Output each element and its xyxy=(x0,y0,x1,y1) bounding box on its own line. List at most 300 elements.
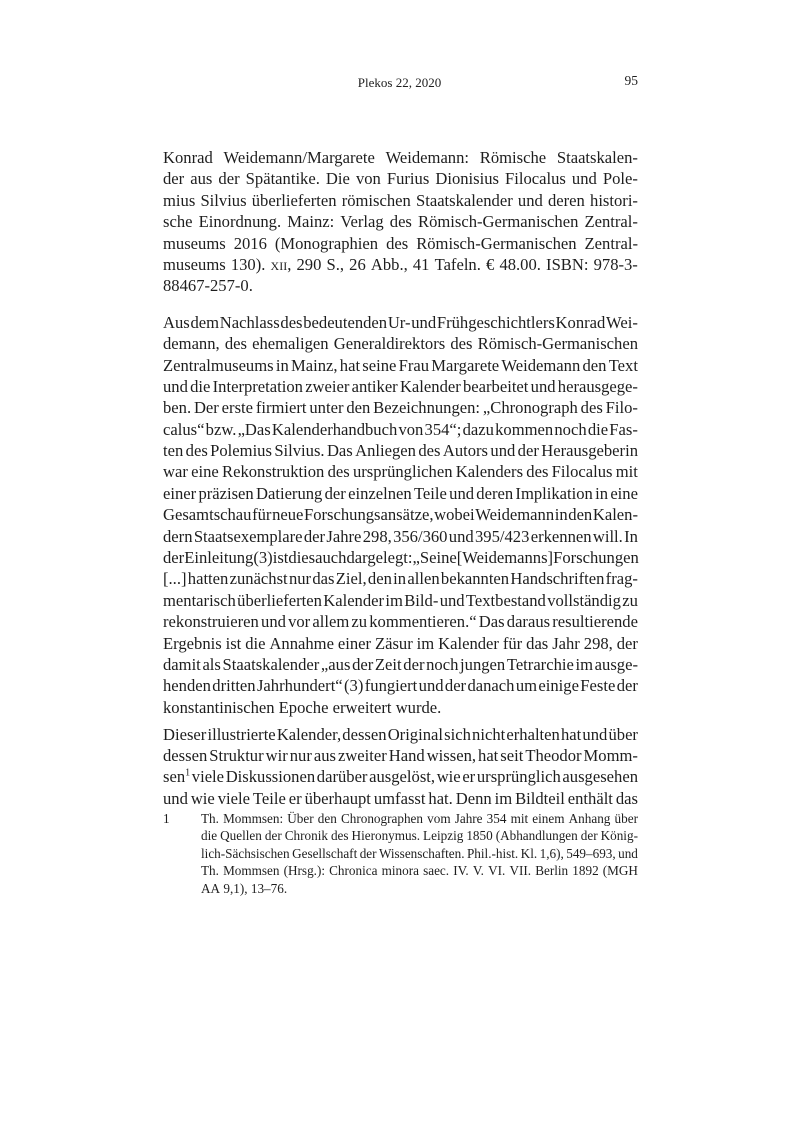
word: der xyxy=(444,676,467,696)
footnote-number: 1 xyxy=(163,811,170,826)
word: 130). xyxy=(230,254,266,274)
word: das xyxy=(615,788,638,808)
word: und xyxy=(618,845,638,861)
word: Einleitung xyxy=(184,548,254,568)
word: Ziel, xyxy=(335,569,367,589)
word: des xyxy=(389,212,412,232)
word: ben. xyxy=(163,398,192,418)
word: König- xyxy=(600,828,638,844)
word: Das xyxy=(478,612,505,632)
word: Kalenderhandbuch xyxy=(271,419,398,439)
word: [...] xyxy=(163,569,187,589)
text-line xyxy=(163,526,638,547)
word: Fas- xyxy=(609,419,638,439)
paragraph-1 xyxy=(163,312,638,718)
word: ursprünglich xyxy=(476,767,561,787)
word: Implikation xyxy=(515,483,593,503)
word: [Weidemanns] xyxy=(456,548,554,568)
footnote-line xyxy=(201,827,638,844)
word: deren xyxy=(547,190,585,210)
word: das xyxy=(526,633,549,653)
word: bzw. xyxy=(205,419,237,439)
word: antiker xyxy=(351,376,398,396)
word: Jahr xyxy=(552,633,580,653)
word: AA xyxy=(201,880,221,896)
text-line xyxy=(163,745,638,766)
word: für xyxy=(502,633,523,653)
word: überlieferten xyxy=(251,190,337,210)
word: Rekonstruktion xyxy=(222,462,325,482)
word: Weidemann xyxy=(475,505,555,525)
word: Der xyxy=(193,398,219,418)
footnote-line xyxy=(201,810,638,827)
word: und xyxy=(411,312,437,332)
word: Kalen- xyxy=(592,505,638,525)
word: zweier xyxy=(305,376,350,396)
word: Weidemann: xyxy=(385,148,470,167)
text-line xyxy=(163,376,638,397)
text-line xyxy=(163,312,638,333)
word: 1892 xyxy=(572,863,599,879)
word: in xyxy=(393,569,407,589)
word: deren xyxy=(476,483,514,503)
word: Interpretation xyxy=(212,376,303,396)
word: Kalender xyxy=(323,590,385,610)
word: Silvius. xyxy=(274,441,325,461)
word: Mainz: xyxy=(287,212,335,232)
word: Das xyxy=(326,441,353,461)
word: illustrierte xyxy=(207,724,276,744)
word: Hand xyxy=(388,746,425,766)
word: Aus xyxy=(163,312,190,332)
word: Herausgeberin xyxy=(541,441,638,461)
text-line xyxy=(163,168,638,189)
word: Datierung xyxy=(256,483,323,503)
word: fungiert xyxy=(364,676,418,696)
word: Kl. xyxy=(520,845,538,861)
word: Kalender, xyxy=(276,724,342,744)
word: Diskussionen xyxy=(225,767,316,787)
word: Spätantike. xyxy=(245,169,320,189)
word: Denn xyxy=(455,788,492,808)
word: Weidemann/Margarete xyxy=(223,148,375,167)
footnote-line xyxy=(201,845,638,862)
word: wurde. xyxy=(395,697,442,717)
word: in xyxy=(275,355,289,375)
word: (MGH xyxy=(602,863,638,879)
word: hat xyxy=(478,746,499,766)
text-line xyxy=(163,654,638,675)
word: in xyxy=(554,505,568,525)
word: Text xyxy=(608,355,638,375)
word: ursprünglichen xyxy=(352,462,453,482)
word: der xyxy=(324,483,346,503)
word: ausgelöst, xyxy=(369,767,436,787)
word: Th. xyxy=(201,863,219,879)
word: des xyxy=(280,312,303,332)
word: Frühgeschichtlers xyxy=(436,312,555,332)
word: (3) xyxy=(344,676,364,696)
word: Verlag xyxy=(340,212,384,232)
word: Hieronymus. xyxy=(351,828,421,844)
word: die xyxy=(201,828,218,844)
word: Teile xyxy=(413,483,447,503)
text-line xyxy=(163,483,638,504)
word: zu xyxy=(622,590,638,610)
text-line xyxy=(163,461,638,482)
word: des xyxy=(450,334,473,354)
word: „Seine xyxy=(412,548,457,568)
word: Textbestand xyxy=(465,590,546,610)
word: Tafeln. xyxy=(434,254,481,274)
word: dern xyxy=(163,526,193,546)
word: des xyxy=(224,334,247,354)
word: Kalender xyxy=(399,376,461,396)
word: der xyxy=(303,526,326,546)
word: Jahrhundert“ xyxy=(256,676,343,696)
word: seit xyxy=(500,746,524,766)
word: Zentral- xyxy=(584,212,638,232)
word: ist xyxy=(225,633,242,653)
word: 26 xyxy=(349,254,366,274)
word: und xyxy=(490,441,516,461)
word: und xyxy=(530,376,556,396)
paragraph-2 xyxy=(163,724,638,810)
word: des xyxy=(330,828,349,844)
word: die xyxy=(190,376,211,396)
word: Staatskalender xyxy=(222,654,320,674)
word: der xyxy=(616,676,638,696)
word: mit xyxy=(615,462,638,482)
word: römischen xyxy=(341,190,411,210)
word: der xyxy=(264,828,282,844)
word: Epoche xyxy=(278,697,329,717)
word: aus xyxy=(313,746,336,766)
word: Margarete xyxy=(431,355,500,375)
word: calus“ xyxy=(163,419,205,439)
word: dies xyxy=(288,548,316,568)
word: und xyxy=(448,526,474,546)
word: dessen xyxy=(342,724,387,744)
word: und xyxy=(261,612,286,632)
word: € xyxy=(486,254,495,274)
word: Jahre xyxy=(454,811,483,826)
word: zweiter xyxy=(337,746,387,766)
word: (Abhandlungen xyxy=(495,828,578,844)
word: viele xyxy=(191,767,225,787)
word: Chronographen xyxy=(340,811,423,826)
word: Mommsen: xyxy=(223,811,284,826)
word: erhalten xyxy=(506,724,560,744)
word: Einordnung. xyxy=(198,212,282,232)
word: des xyxy=(386,233,409,253)
word: der xyxy=(163,169,185,189)
word: Filocalus xyxy=(505,169,566,189)
footnotes xyxy=(163,810,638,897)
text-line xyxy=(163,254,638,275)
word: Berlin xyxy=(535,863,569,879)
text-line xyxy=(163,504,638,525)
word: IV. xyxy=(453,863,469,879)
text-line xyxy=(163,724,638,745)
word: überlieferten xyxy=(237,590,322,610)
text-line xyxy=(163,419,638,440)
word: Filo- xyxy=(605,398,638,418)
word: und xyxy=(517,190,543,210)
word: noch xyxy=(554,419,587,439)
word: Frau xyxy=(398,355,430,375)
word: der xyxy=(218,169,240,189)
word: nur xyxy=(288,569,312,589)
word: 356/360 xyxy=(393,526,448,546)
word: Die xyxy=(325,169,350,189)
word: Pole- xyxy=(602,169,638,189)
word: VII. xyxy=(509,863,532,879)
word: über xyxy=(614,811,638,826)
text-line xyxy=(163,190,638,211)
word: Chronik xyxy=(284,828,328,844)
text-line xyxy=(163,211,638,232)
word: allem xyxy=(312,612,350,632)
word: Zentral- xyxy=(584,233,638,253)
word: Struktur xyxy=(209,746,264,766)
text-line xyxy=(163,675,638,696)
word: die xyxy=(587,419,609,439)
word: im xyxy=(416,633,435,653)
word: darüber xyxy=(316,767,368,787)
text-line xyxy=(163,333,638,354)
word: Konrad xyxy=(555,312,606,332)
word: ist xyxy=(272,548,289,568)
word: war xyxy=(163,462,188,482)
word: 354 xyxy=(486,811,507,826)
word: Handschriften xyxy=(510,569,605,589)
word: In xyxy=(624,526,638,546)
word: bearbeitet xyxy=(463,376,529,396)
word: Römisch-Germanischen xyxy=(418,212,579,232)
word: Kalenders xyxy=(455,462,524,482)
footnote-line xyxy=(201,880,638,897)
word: henden xyxy=(163,676,211,696)
word: wie xyxy=(436,767,461,787)
word: „Chronograph xyxy=(482,398,578,418)
word: herausgege- xyxy=(557,376,638,396)
word: als xyxy=(202,654,221,674)
word: hat xyxy=(560,724,582,744)
footnote-1 xyxy=(163,810,638,897)
word: einer xyxy=(337,633,372,653)
word: 298, xyxy=(583,633,613,653)
word: Autors xyxy=(442,441,489,461)
word: viele xyxy=(217,788,250,808)
word: hat xyxy=(339,355,361,375)
word: Mommsen xyxy=(223,863,280,879)
word: Abb., xyxy=(370,254,408,274)
word: daraus xyxy=(506,612,551,632)
word: eine xyxy=(191,462,219,482)
word: 395/423 xyxy=(475,526,530,546)
word: über xyxy=(608,724,638,744)
word: Jahre xyxy=(326,526,362,546)
word: vor xyxy=(288,612,311,632)
word: der xyxy=(403,654,425,674)
word: erkennen xyxy=(530,526,592,546)
word: er xyxy=(462,767,476,787)
word: den xyxy=(367,569,392,589)
word: Nachlass xyxy=(219,312,280,332)
word: Silvius xyxy=(200,190,247,210)
word: Ur- xyxy=(387,312,411,332)
word: aus xyxy=(190,169,213,189)
word: der xyxy=(359,845,377,861)
word: den xyxy=(582,355,607,375)
word: sche xyxy=(163,212,193,232)
word: Original xyxy=(387,724,443,744)
word: einzelnen xyxy=(348,483,412,503)
word: im xyxy=(575,654,594,674)
word: Feste xyxy=(580,676,616,696)
word: der xyxy=(517,441,539,461)
word: 290 xyxy=(296,254,322,274)
text-line xyxy=(163,697,638,718)
word: firmiert xyxy=(255,398,307,418)
word: „aus xyxy=(320,654,351,674)
word: Zäsur xyxy=(374,633,413,653)
text-line xyxy=(163,633,638,654)
word: seine xyxy=(362,355,397,375)
word: Bezeichnungen: xyxy=(373,398,481,418)
word: sich xyxy=(444,724,471,744)
text-line xyxy=(163,440,638,461)
text-line xyxy=(163,547,638,568)
text-line xyxy=(163,233,638,254)
word: einem xyxy=(532,811,565,826)
word: von xyxy=(355,169,381,189)
word: Forschungsansätze, xyxy=(304,505,434,525)
word: überhaupt xyxy=(304,788,371,808)
word: 41 xyxy=(412,254,430,274)
word: jungen xyxy=(460,654,506,674)
word: Polemius xyxy=(210,441,272,461)
word: im xyxy=(494,788,513,808)
word: Anhang xyxy=(568,811,611,826)
word: Quellen xyxy=(220,828,262,844)
word: 88467-257-0. xyxy=(163,276,253,296)
word: Gesamtschau xyxy=(163,505,252,525)
word: Momm- xyxy=(583,746,638,766)
footnote-line xyxy=(201,862,638,879)
text-line xyxy=(163,397,638,418)
word: Weidemann xyxy=(501,355,581,375)
word: 48.00. xyxy=(499,254,541,274)
word: „Das xyxy=(237,419,271,439)
word: allen xyxy=(407,569,440,589)
word: auch xyxy=(315,548,347,568)
word: 9,1), xyxy=(223,880,248,896)
word: den xyxy=(346,398,371,418)
word: wissen, xyxy=(426,746,477,766)
word: um xyxy=(515,676,538,696)
text-line xyxy=(163,568,638,589)
word: Wei- xyxy=(606,312,638,332)
word: enthält xyxy=(567,788,613,808)
word: präzisen xyxy=(198,483,254,503)
word: und xyxy=(418,676,444,696)
word: Römisch-Germanischen xyxy=(416,233,577,253)
word: danach xyxy=(467,676,515,696)
word: und xyxy=(571,169,597,189)
word: rekonstruieren xyxy=(163,612,259,632)
word: dem xyxy=(190,312,220,332)
text-line xyxy=(163,788,638,809)
word: den xyxy=(317,811,337,826)
word: den xyxy=(568,505,593,525)
word: zu xyxy=(351,612,368,632)
word: Annahme xyxy=(269,633,334,653)
word: der xyxy=(580,828,598,844)
word: ehemaligen xyxy=(252,334,329,354)
word: demann, xyxy=(163,334,220,354)
word: will. xyxy=(592,526,623,546)
word: des xyxy=(418,441,441,461)
word: wobei xyxy=(434,505,475,525)
word: (3) xyxy=(253,548,273,568)
text-line xyxy=(163,766,638,787)
word: dazu xyxy=(462,419,494,439)
word: 1850 xyxy=(466,828,493,844)
word: Theodor xyxy=(525,746,582,766)
footnote-reference[interactable]: 1 xyxy=(185,767,191,779)
word: des xyxy=(526,462,549,482)
word: (Hrsg.): xyxy=(283,863,326,879)
word: nur xyxy=(289,746,312,766)
word: Wissenschaften. xyxy=(378,845,465,861)
word: des xyxy=(185,441,208,461)
word: ausgesehen xyxy=(562,767,638,787)
word: VI. xyxy=(488,863,506,879)
word: und xyxy=(582,724,608,744)
main-text xyxy=(163,147,638,815)
word: (Monographien xyxy=(274,233,379,253)
word: 354“; xyxy=(424,419,462,439)
word: erste xyxy=(221,398,253,418)
word: vollständig xyxy=(547,590,621,610)
word: einige xyxy=(538,676,579,696)
review-bibliographic-header xyxy=(163,147,638,297)
text-line xyxy=(163,355,638,376)
word: V. xyxy=(472,863,484,879)
word: frag- xyxy=(605,569,638,589)
word: ausge- xyxy=(594,654,638,674)
page-number: 95 xyxy=(624,73,638,88)
word: damit xyxy=(163,654,201,674)
word: bedeutenden xyxy=(303,312,388,332)
word: zunächst xyxy=(229,569,288,589)
word: Phil.-hist. xyxy=(466,845,519,861)
word: 13–76. xyxy=(250,880,288,896)
word: von xyxy=(398,419,424,439)
word: das xyxy=(312,569,335,589)
word: wir xyxy=(265,746,288,766)
word: S., xyxy=(326,254,345,274)
word: nicht xyxy=(472,724,506,744)
word: dargelegt: xyxy=(346,548,413,568)
word: bekannten xyxy=(440,569,510,589)
word: unter xyxy=(309,398,344,418)
word: die xyxy=(245,633,266,653)
word: der xyxy=(616,633,638,653)
word: noch xyxy=(426,654,459,674)
